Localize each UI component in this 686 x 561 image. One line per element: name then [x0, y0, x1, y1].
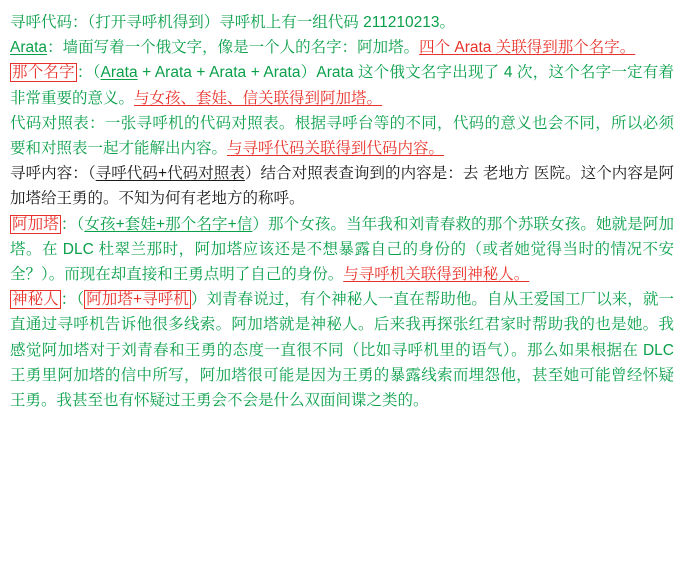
text-segment: 代码对照表 — [10, 114, 90, 132]
p-pager-content — [10, 161, 674, 211]
p-mystery-person — [10, 287, 674, 413]
text-segment: 女孩+套娃+那个名字+信 — [84, 215, 253, 233]
p-pager-code — [10, 10, 674, 35]
p-agata — [10, 212, 674, 288]
text-segment: 寻呼代码+代码对照表 — [95, 165, 245, 183]
text-segment: ：（ — [60, 291, 85, 309]
text-segment: ：（ — [76, 64, 101, 82]
p-code-table — [10, 111, 674, 161]
text-segment: ）刘青春说过，有个神秘人一直在帮助他。自从王爱国工厂以来，就一直通过寻呼机告诉他很多线索。阿加塔就是神秘人。后来我再探张红君家时帮助我的也是她。我感觉阿加塔对于刘青春和王勇的态度一直很不同（比如寻呼机里的语气）。那么如果根据在 DLC 王勇里阿加塔的信中所写，阿加塔很可能是因为王勇的暴露线索而埋怨他，甚至她可能曾经怀疑王勇。我甚至也有怀疑过王勇会不会是什么双面间谍之类的。 — [10, 291, 674, 410]
text-segment: 与寻呼机关联得到神秘人。 — [343, 266, 530, 284]
document-body — [10, 10, 674, 413]
text-segment: ：（ — [60, 215, 85, 233]
text-segment: ：墙面写着一个俄文字，像是一个人的名字：阿加塔。 — [47, 39, 420, 57]
text-segment: 阿加塔+寻呼机 — [86, 291, 189, 309]
text-segment: ：（打开寻呼机得到）寻呼机上有一组代码 211210213。 — [72, 14, 456, 31]
p-that-name — [10, 60, 674, 110]
text-segment: ：一张寻呼机的代码对照表。根据寻呼台等的不同，代码的意义也会不同，所以必须要和对照表一起才能解出内容。 — [10, 114, 674, 158]
text-segment: 那个名字 — [12, 64, 75, 82]
text-segment: 寻呼代码 — [10, 14, 73, 31]
text-segment: 与寻呼代码关联得到代码内容。 — [227, 140, 445, 158]
text-segment: 与女孩、套娃、信关联得到阿加塔。 — [134, 89, 383, 107]
text-segment: 神秘人 — [12, 291, 59, 309]
text-segment: Arata — [100, 64, 138, 82]
text-segment: Arata — [10, 39, 48, 57]
text-segment: ）那个女孩。当年我和刘青春救的那个苏联女孩。她就是阿加塔。在 DLC 杜翠兰那时，阿加塔应该还是不想暴露自己的身份的（或者她觉得当时的情况不安全？）。而现在却直接和王勇点明了自己的身份。 — [10, 215, 674, 284]
text-segment: 阿加塔 — [12, 215, 59, 233]
text-segment: ）结合对照表查询到的内容是：去 老地方 医院。这个内容是阿加塔给王勇的。不知为何有老地方的称呼。 — [10, 165, 674, 208]
p-arata — [10, 35, 674, 60]
text-segment: + Arata + Arata + Arata）Arata 这个俄文名字出现了 4 次，这个名字一定有着非常重要的意义。 — [10, 64, 674, 107]
text-segment: 四个 Arata 关联得到那个名字。 — [419, 39, 636, 57]
text-segment: 寻呼内容：（ — [10, 165, 96, 183]
